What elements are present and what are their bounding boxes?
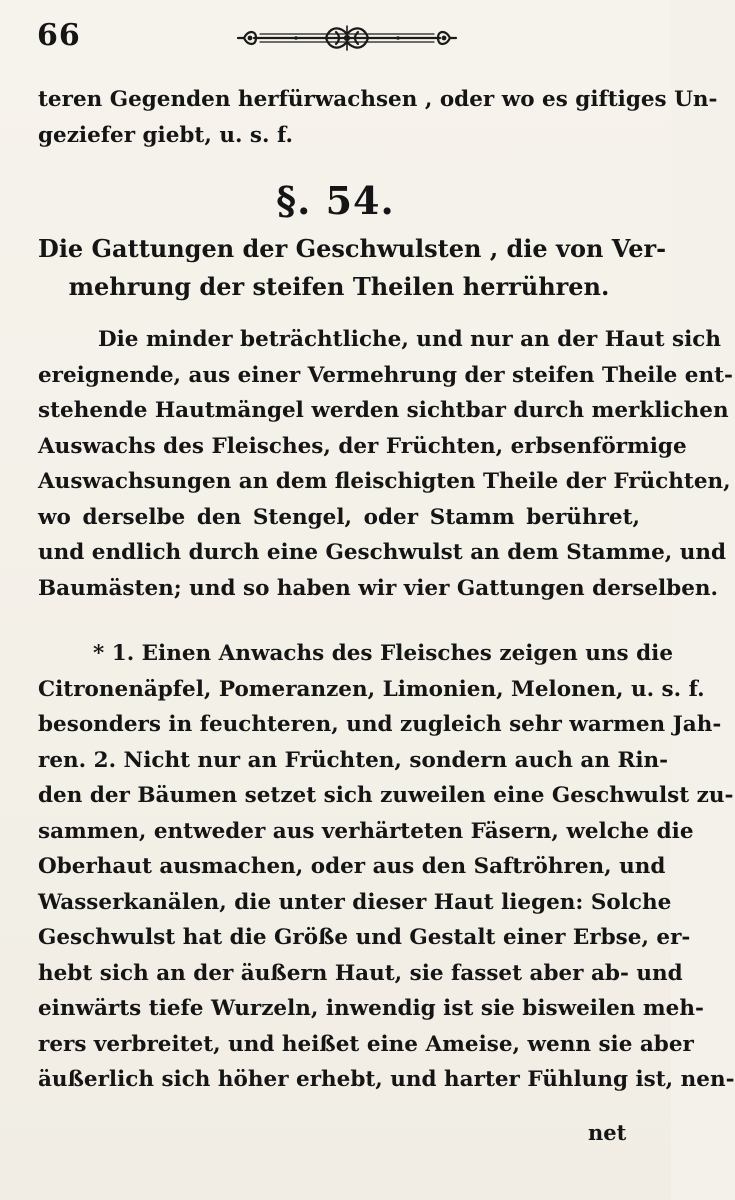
text-line: Geschwulst hat die Größe und Gestalt einer Erbse, er- <box>38 925 691 950</box>
text-line: Baumästen; und so haben wir vier Gattungen derselben. <box>38 575 718 601</box>
text-line: ren. 2. Nicht nur an Früchten, sondern auch an Rin- <box>38 747 669 773</box>
text-line: sammen, entweder aus verhärteten Fäsern, welche die <box>38 818 694 844</box>
text-line: teren Gegenden herfürwachsen , oder wo es giftiges Un- <box>38 87 718 112</box>
decorative-ornament-icon <box>236 22 458 54</box>
text-line: Oberhaut ausmachen, oder aus den Saftröhren, und <box>38 854 666 879</box>
text-line: den der Bäumen setzet sich zuweilen eine Geschwulst zu- <box>38 783 734 808</box>
text-line: hebt sich an der äußern Haut, sie fasset aber ab- und <box>38 960 683 986</box>
text-line: geziefer giebt, u. s. f. <box>38 122 293 148</box>
section-heading <box>38 230 667 306</box>
text-line: rers verbreitet, und heißet eine Ameise, wenn sie aber <box>38 1031 694 1057</box>
section-number: §. 54. <box>276 178 395 223</box>
page-header <box>0 0 671 70</box>
heading-line: Die Gattungen der Geschwulsten , die von Ver- <box>38 234 667 263</box>
text-line: und endlich durch eine Geschwulst an dem Stamme, und <box>38 540 727 565</box>
text-line: stehende Hautmängel werden sichtbar durch merklichen <box>38 398 729 423</box>
text-line: besonders in feuchteren, und zugleich sehr warmen Jah- <box>38 712 722 737</box>
page-number: 66 <box>37 18 81 53</box>
text-line: Wasserkanälen, die unter dieser Haut liegen: Solche <box>38 889 672 915</box>
paragraph-note <box>38 636 735 1098</box>
catchword: net <box>588 1120 627 1145</box>
text-line: einwärts tiefe Wurzeln, inwendig ist sie bisweilen meh- <box>38 996 704 1021</box>
continued-text <box>38 82 718 153</box>
text-line: wo derselbe den Stengel, oder Stamm berühret, <box>38 504 640 530</box>
text-line: Die minder beträchtliche, und nur an der Haut sich <box>98 327 722 352</box>
text-line: Auswachs des Fleisches, der Früchten, erbsenförmige <box>38 433 687 459</box>
text-line: äußerlich sich höher erhebt, und harter Fühlung ist, nen- <box>38 1067 735 1092</box>
paragraph-main <box>38 322 733 606</box>
text-line: Citronenäpfel, Pomeranzen, Limonien, Melonen, u. s. f. <box>38 676 705 702</box>
text-line: ereignende, aus einer Vermehrung der steifen Theile ent- <box>38 362 733 388</box>
text-line: Auswachsungen an dem fleischigten Theile der Früchten, <box>38 469 731 494</box>
text-line: * 1. Einen Anwachs des Fleisches zeigen uns die <box>93 641 673 666</box>
heading-line: mehrung der steifen Theilen herrühren. <box>68 272 610 301</box>
